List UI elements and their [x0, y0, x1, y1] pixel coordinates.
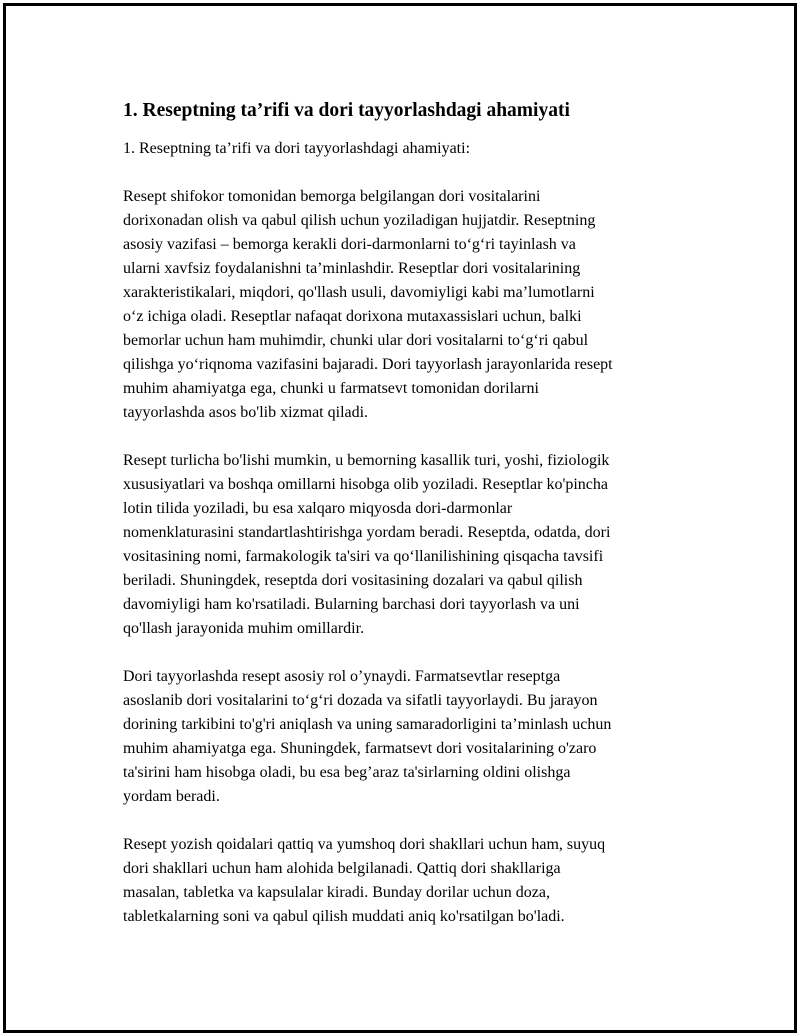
text-line: xarakteristikalari, miqdori, qo'llash usuli, davomiyligi kabi ma’lumotlarni [123, 284, 595, 301]
paragraph-3 [123, 665, 693, 809]
text-line: vositasining nomi, farmakologik ta'siri va qo‘llanilishining qisqacha tavsifi [123, 548, 604, 565]
text-line: dorixonadan olish va qabul qilish uchun yoziladigan hujjatdir. Reseptning [123, 212, 596, 229]
text-line: qo'llash jarayonida muhim omillardir. [123, 620, 365, 637]
text-line: tabletkalarning soni va qabul qilish muddati aniq ko'rsatilgan bo'ladi. [123, 908, 565, 925]
paragraph-1 [123, 185, 693, 425]
page-frame [3, 3, 797, 1033]
text-line: o‘z ichiga oladi. Reseptlar nafaqat dorixona mutaxassislari uchun, balki [123, 308, 582, 325]
text-line: nomenklaturasini standartlashtirishga yordam beradi. Reseptda, odatda, dori [123, 524, 611, 541]
text-line: dori shakllari uchun ham alohida belgilanadi. Qattiq dori shakllariga [123, 860, 561, 877]
document-heading: 1. Reseptning ta’rifi va dori tayyorlashdagi ahamiyati [123, 100, 570, 121]
text-line: ularni xavfsiz foydalanishni ta’minlashdir. Reseptlar dori vositalarining [123, 260, 581, 277]
text-line: Resept yozish qoidalari qattiq va yumshoq dori shakllari uchun ham, suyuq [123, 836, 606, 853]
text-line: asoslanib dori vositalarini to‘g‘ri dozada va sifatli tayyorlaydi. Bu jarayon [123, 692, 598, 709]
document-body [123, 98, 693, 953]
paragraph-4 [123, 833, 693, 929]
text-line: lotin tilida yoziladi, bu esa xalqaro miqyosda dori-darmonlar [123, 500, 513, 517]
text-line: Dori tayyorlashda resept asosiy rol o’ynaydi. Farmatsevtlar reseptga [123, 668, 561, 685]
text-line: masalan, tabletka va kapsulalar kiradi. Bunday dorilar uchun doza, [123, 884, 550, 901]
paragraph-2 [123, 449, 693, 641]
text-line: qilishga yo‘riqnoma vazifasini bajaradi. Dori tayyorlash jarayonlarida resept [123, 356, 613, 373]
text-line: asosiy vazifasi – bemorga kerakli dori-darmonlarni to‘g‘ri tayinlash va [123, 236, 576, 253]
text-line: Resept turlicha bo'lishi mumkin, u bemorning kasallik turi, yoshi, fiziologik [123, 452, 610, 469]
text-line: tayyorlashda asos bo'lib xizmat qiladi. [123, 404, 369, 421]
text-line: ta'sirini ham hisobga oladi, bu esa beg’araz ta'sirlarning oldini olishga [123, 764, 571, 781]
document-subheading: 1. Reseptning ta’rifi va dori tayyorlashdagi ahamiyati: [123, 140, 471, 157]
text-line: muhim ahamiyatga ega, chunki u farmatsevt tomonidan dorilarni [123, 380, 539, 397]
text-line: beriladi. Shuningdek, reseptda dori vositasining dozalari va qabul qilish [123, 572, 583, 589]
text-line: muhim ahamiyatga ega. Shuningdek, farmatsevt dori vositalarining o'zaro [123, 740, 597, 757]
text-line: davomiyligi ham ko'rsatiladi. Bularning barchasi dori tayyorlash va uni [123, 596, 580, 613]
text-line: bemorlar uchun ham muhimdir, chunki ular dori vositalarni to‘g‘ri qabul [123, 332, 589, 349]
text-line: xususiyatlari va boshqa omillarni hisobga olib yoziladi. Reseptlar ko'pincha [123, 476, 609, 493]
text-line: Resept shifokor tomonidan bemorga belgilangan dori vositalarini [123, 188, 541, 205]
text-line: yordam beradi. [123, 788, 220, 805]
text-line: dorining tarkibini to'g'ri aniqlash va uning samaradorligini ta’minlash uchun [123, 716, 612, 733]
